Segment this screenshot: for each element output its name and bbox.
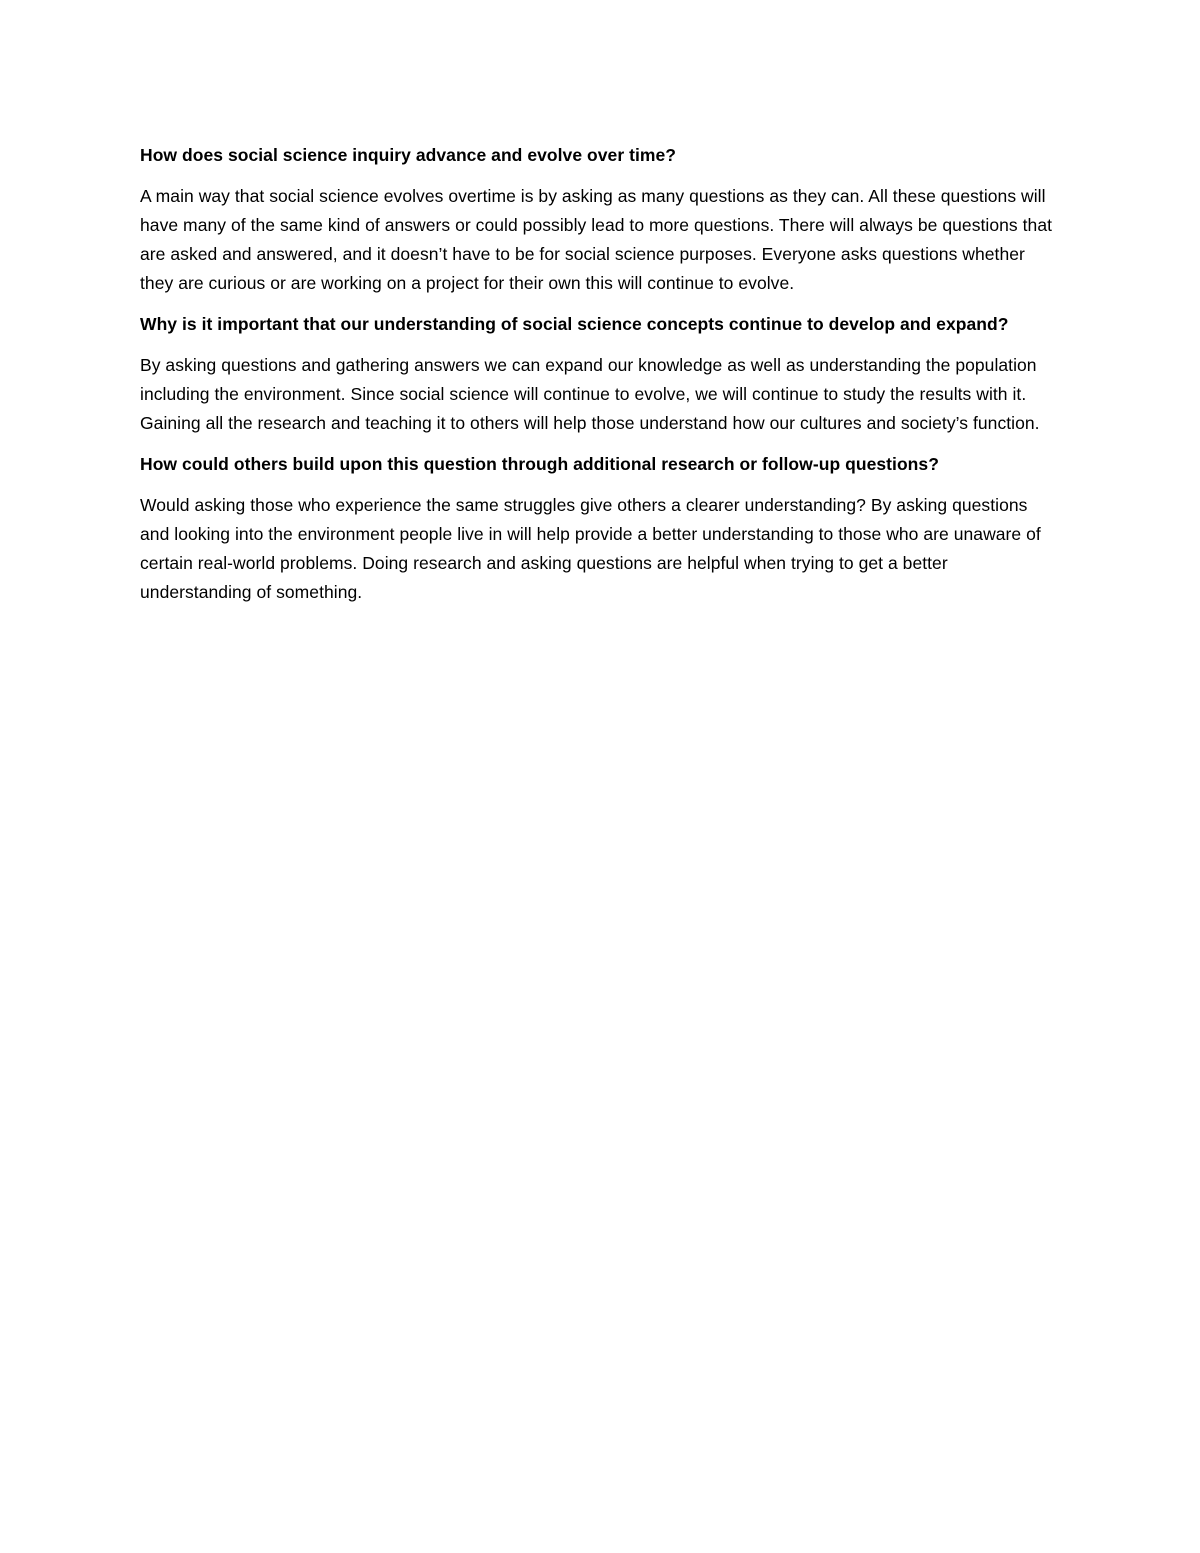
question-heading-1: How does social science inquiry advance and evolve over time? (140, 145, 677, 165)
document-body (140, 141, 1055, 619)
answer-paragraph-1: A main way that social science evolves overtime is by asking as many questions as they can. All these questions will have many of the same kind of answers or could possibly lead to more questions. There will always be questions that are asked and answered, and it doesn’t have to be for social science purposes. Everyone asks questions whether they are curious or are working on a project for their own this will continue to evolve. (140, 186, 1053, 293)
answer-paragraph-2: By asking questions and gathering answers we can expand our knowledge as well as understanding the population including the environment. Since social science will continue to evolve, we will continue to study the results with it. Gaining all the research and teaching it to others will help those understand how our cultures and society’s function. (140, 355, 1040, 433)
question-heading-3: How could others build upon this question through additional research or follow-up questions? (140, 454, 939, 474)
answer-paragraph-3: Would asking those who experience the same struggles give others a clearer understanding? By asking questions and looking into the environment people live in will help provide a better understanding to those who are unaware of certain real-world problems. Doing research and asking questions are helpful when trying to get a better understanding of something. (140, 495, 1041, 602)
question-heading-2: Why is it important that our understanding of social science concepts continue to develop and expand? (140, 314, 1009, 334)
